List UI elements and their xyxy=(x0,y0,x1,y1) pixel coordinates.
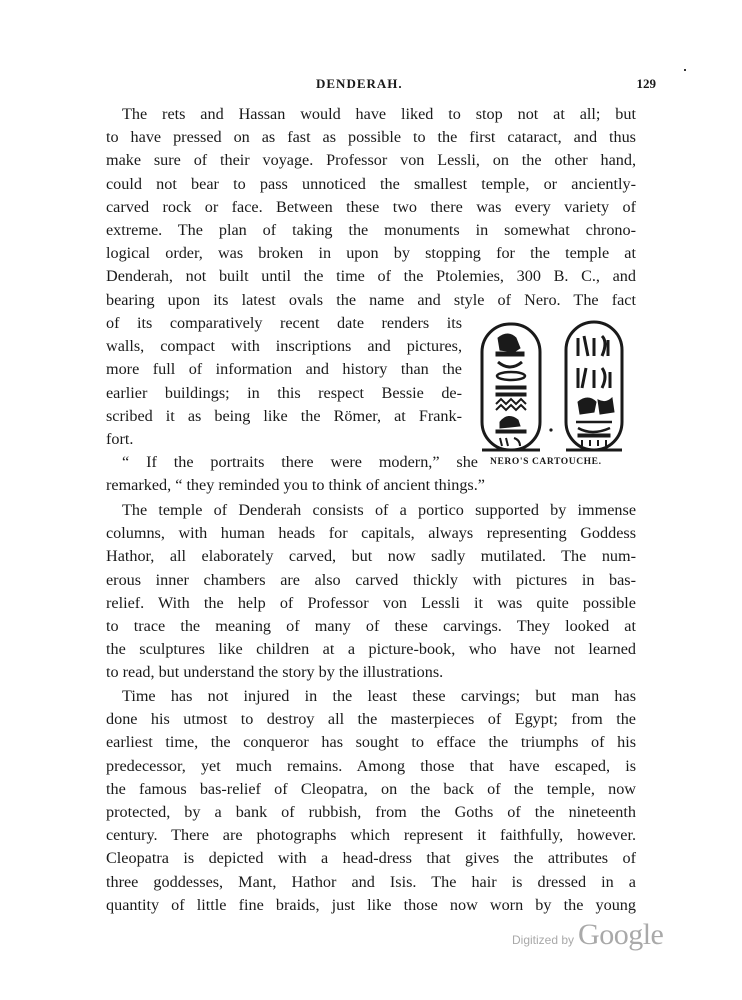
text-line: Hathor, all elaborately carved, but now sadly mutilated. The num- xyxy=(106,547,636,566)
text-line: The temple of Denderah consists of a portico supported by immense xyxy=(122,501,636,519)
text-line: erous inner chambers are also carved thickly with pictures in bas- xyxy=(106,570,636,589)
paragraph-1-wrap xyxy=(106,312,462,451)
text-line: make sure of their voyage. Professor von Lessli, on the other hand, xyxy=(106,151,636,170)
cartouche-illustration xyxy=(474,318,634,458)
text-line: walls, compact with inscriptions and pictures, xyxy=(106,337,462,356)
text-line: more full of information and history than the xyxy=(106,360,462,379)
text-line: Time has not injured in the least these carvings; but man has xyxy=(122,687,636,705)
text-line: the sculptures like children at a picture-book, who have not learned xyxy=(106,640,636,659)
text-line: remarked, “ they reminded you to think of ancient things.” xyxy=(106,476,485,495)
text-line: relief. With the help of Professor von Lessli it was quite possible xyxy=(106,593,636,612)
text-line: to have pressed on as fast as possible to the first cataract, and thus xyxy=(106,128,636,147)
text-line: to read, but understand the story by the illustrations. xyxy=(106,663,444,682)
text-line: The rets and Hassan would have liked to stop not at all; but xyxy=(122,105,636,123)
text-line: bearing upon its latest ovals the name and style of Nero. The fact xyxy=(106,290,636,309)
paragraph-4 xyxy=(106,685,636,917)
text-line: Denderah, not built until the time of the Ptolemies, 300 B. C., and xyxy=(106,267,636,286)
text-line: earliest time, the conqueror has sought to efface the triumphs of his xyxy=(106,733,636,752)
page-header xyxy=(106,70,656,94)
text-line: century. There are photographs which represent it faithfully, however. xyxy=(106,826,636,845)
text-line: earlier buildings; in this respect Bessie de- xyxy=(106,383,462,402)
stray-mark xyxy=(684,69,686,71)
page-number: 129 xyxy=(636,76,656,91)
watermark-prefix: Digitized by xyxy=(512,933,575,947)
text-line: the famous bas-relief of Cleopatra, on the back of the temple, now xyxy=(106,779,636,798)
running-head: DENDERAH. xyxy=(316,76,403,91)
paragraph-3 xyxy=(106,499,636,685)
figure-caption: NERO'S CARTOUCHE. xyxy=(490,457,602,467)
text-line: logical order, was broken in upon by stopping for the temple at xyxy=(106,244,636,263)
text-line: scribed it as being like the Römer, at Frank- xyxy=(106,406,462,425)
google-logo: Google xyxy=(578,918,664,951)
text-line: to trace the meaning of many of these carvings. They looked at xyxy=(106,616,636,635)
google-watermark xyxy=(512,918,663,952)
text-line: predecessor, yet much remains. Among those that have escaped, is xyxy=(106,756,636,775)
text-line: of its comparatively recent date renders its xyxy=(106,314,462,332)
text-line: columns, with human heads for capitals, always representing Goddess xyxy=(106,524,636,543)
text-line: fort. xyxy=(106,429,134,448)
text-line: protected, by a bank of rubbish, from the Goths of the nineteenth xyxy=(106,802,636,821)
text-line: “ If the portraits there were modern,” she xyxy=(122,453,478,471)
text-line: carved rock or face. Between these two there was every variety of xyxy=(106,197,636,216)
paragraph-2 xyxy=(106,451,636,497)
text-line: done his utmost to destroy all the masterpieces of Egypt; from the xyxy=(106,710,636,729)
paragraph-1 xyxy=(106,103,636,312)
text-line: extreme. The plan of taking the monuments in somewhat chrono- xyxy=(106,220,636,239)
text-line: could not bear to pass unnoticed the smallest temple, or anciently- xyxy=(106,174,636,193)
text-line: three goddesses, Mant, Hathor and Isis. The hair is dressed in a xyxy=(106,872,636,891)
text-line: quantity of little fine braids, just like those now worn by the young xyxy=(106,895,636,914)
text-line: Cleopatra is depicted with a head-dress that gives the attributes of xyxy=(106,849,636,868)
